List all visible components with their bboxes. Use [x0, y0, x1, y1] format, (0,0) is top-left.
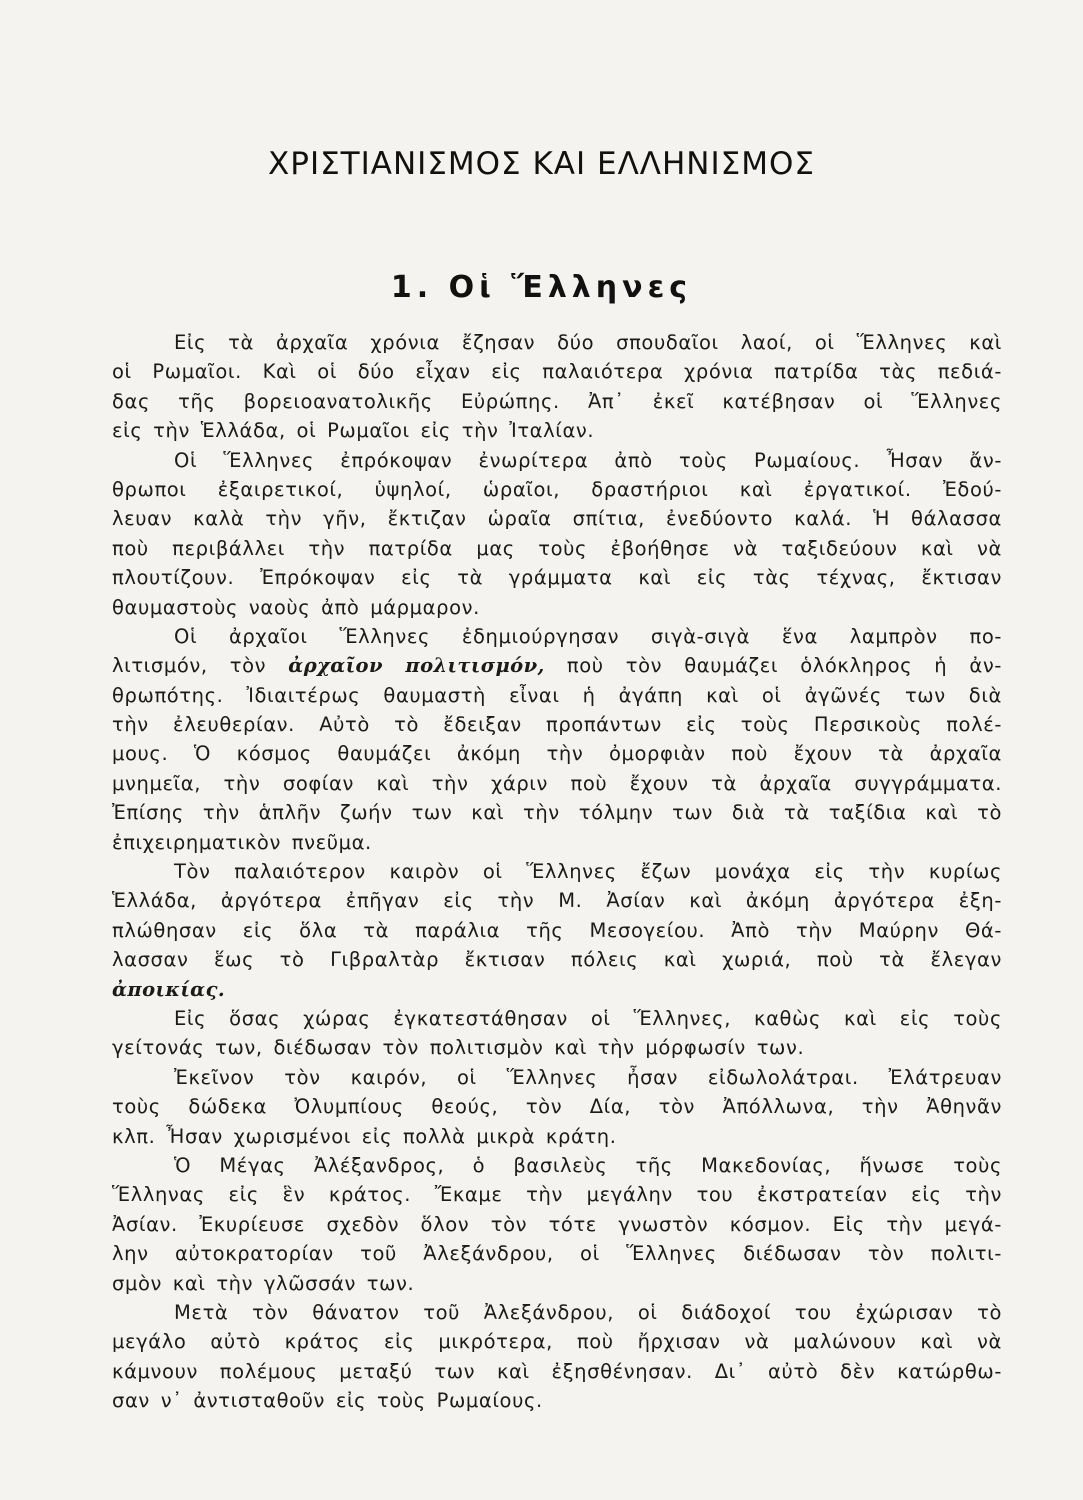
text-line: πλώθησαν εἰς ὅλα τὰ παράλια τῆς Μεσογείου. Ἀπὸ τὴν Μαύρην Θά-: [112, 918, 1002, 942]
text-line: ἐπιχειρηματικὸν πνεῦμα.: [112, 830, 372, 854]
text-line: κλπ. Ἦσαν χωρισμένοι εἰς πολλὰ μικρὰ κράτη.: [112, 1124, 617, 1148]
text-line: εἰς τὴν Ἑλλάδα, οἱ Ρωμαῖοι εἰς τὴν Ἰταλίαν.: [112, 419, 595, 443]
text-segment: λιτισμόν, τὸν: [112, 654, 267, 678]
emphasized-term: ἀρχαῖον πολιτισμόν,: [288, 654, 545, 678]
text-line: Ἕλληνας εἰς ἓν κράτος. Ἔκαμε τὴν μεγάλην του ἐκστρατείαν εἰς τὴν: [112, 1183, 1002, 1207]
text-line: Ἐπίσης τὴν ἁπλῆν ζωήν των καὶ τὴν τόλμην των διὰ τὰ ταξίδια καὶ τὸ: [112, 801, 1002, 825]
text-segment: ποὺ τὸν θαυμάζει ὁλόκληρος ἡ ἀν-: [566, 654, 1002, 678]
text-line: Οἱ Ἕλληνες ἐπρόκοψαν ἐνωρίτερα ἀπὸ τοὺς Ρωμαίους. Ἦσαν ἄν-: [174, 448, 1002, 472]
text-line: λευαν καλὰ τὴν γῆν, ἔκτιζαν ὡραῖα σπίτια, ἐνεδύοντο καλά. Ἡ θάλασσα: [112, 507, 1002, 531]
text-line: τὴν ἐλευθερίαν. Αὐτὸ τὸ ἔδειξαν προπάντων εἰς τοὺς Περσικοὺς πολέ-: [112, 713, 1002, 737]
text-line: λασσαν ἕως τὸ Γιβραλτὰρ ἔκτισαν πόλεις καὶ χωριά, ποὺ τὰ ἔλεγαν: [112, 948, 1002, 972]
text-line: μους. Ὁ κόσμος θαυμάζει ἀκόμη τὴν ὀμορφιὰν ποὺ ἔχουν τὰ ἀρχαῖα: [112, 742, 1002, 766]
emphasized-term: ἀποικίας.: [112, 977, 226, 1001]
text-line: θρωποι ἐξαιρετικοί, ὑψηλοί, ὡραῖοι, δραστήριοι καὶ ἐργατικοί. Ἐδού-: [112, 477, 1002, 501]
text-line: λην αὐτοκρατορίαν τοῦ Ἀλεξάνδρου, οἱ Ἕλληνες διέδωσαν τὸν πολιτι-: [112, 1242, 1002, 1266]
text-line: Μετὰ τὸν θάνατον τοῦ Ἀλεξάνδρου, οἱ διάδοχοί του ἐχώρισαν τὸ: [174, 1300, 1002, 1324]
text-line: σαν ν᾿ ἀντισταθοῦν εἰς τοὺς Ρωμαίους.: [112, 1389, 543, 1413]
text-line: Ἑλλάδα, ἀργότερα ἐπῆγαν εἰς τὴν Μ. Ἀσίαν καὶ ἀκόμη ἀργότερα ἐξη-: [112, 889, 1002, 913]
text-line: σμὸν καὶ τὴν γλῶσσάν των.: [112, 1271, 415, 1295]
text-line: γείτονάς των, διέδωσαν τὸν πολιτισμὸν καὶ τὴν μόρφωσίν των.: [112, 1036, 805, 1060]
text-line: [112, 651, 1002, 680]
text-line: ποὺ περιβάλλει τὴν πατρίδα μας τοὺς ἐβοήθησε νὰ ταξιδεύουν καὶ νὰ: [112, 536, 1002, 560]
text-line: κάμνουν πολέμους μεταξύ των καὶ ἐξησθένησαν. Δι᾿ αὐτὸ δὲν κατώρθω-: [112, 1359, 1002, 1383]
text-line: οἱ Ρωμαῖοι. Καὶ οἱ δύο εἶχαν εἰς παλαιότερα χρόνια πατρίδα τὰς πεδιά-: [112, 360, 1002, 384]
text-line: θαυμαστοὺς ναοὺς ἀπὸ μάρμαρον.: [112, 595, 480, 619]
text-line: δας τῆς βορειοανατολικῆς Εὐρώπης. Ἀπ᾿ ἐκεῖ κατέβησαν οἱ Ἕλληνες: [112, 389, 1002, 413]
text-line: τοὺς δώδεκα Ὀλυμπίους θεούς, τὸν Δία, τὸν Ἀπόλλωνα, τὴν Ἀθηνᾶν: [112, 1095, 1002, 1119]
text-line: [112, 975, 1002, 1004]
text-line: Ὁ Μέγας Ἀλέξανδρος, ὁ βασιλεὺς τῆς Μακεδονίας, ἥνωσε τοὺς: [174, 1153, 1002, 1177]
text-line: Εἰς ὅσας χώρας ἐγκατεστάθησαν οἱ Ἕλληνες, καθὼς καὶ εἰς τοὺς: [174, 1006, 1002, 1030]
text-line: πλουτίζουν. Ἐπρόκοψαν εἰς τὰ γράμματα καὶ εἰς τὰς τέχνας, ἔκτισαν: [112, 566, 1002, 590]
text-line: Ἀσίαν. Ἐκυρίευσε σχεδὸν ὅλον τὸν τότε γνωστὸν κόσμον. Εἰς τὴν μεγά-: [112, 1212, 1002, 1236]
text-line: Ἐκεῖνον τὸν καιρόν, οἱ Ἕλληνες ἦσαν εἰδωλολάτραι. Ἐλάτρευαν: [174, 1065, 1002, 1089]
text-line: Εἰς τὰ ἀρχαῖα χρόνια ἔζησαν δύο σπουδαῖοι λαοί, οἱ Ἕλληνες καὶ: [174, 331, 1002, 354]
text-line: μνημεῖα, τὴν σοφίαν καὶ τὴν χάριν ποὺ ἔχουν τὰ ἀρχαῖα συγγράμματα.: [112, 771, 1002, 795]
text-line: θρωπότης. Ἰδιαιτέρως θαυμαστὴ εἶναι ἡ ἀγάπη καὶ οἱ ἀγῶνές των διὰ: [112, 683, 1002, 707]
chapter-title: ΧΡΙΣΤΙΑΝΙΣΜΟΣ ΚΑΙ ΕΛΛΗΝΙΣΜΟΣ: [268, 146, 815, 182]
section-title: 1. Οἱ Ἕλληνες: [390, 270, 693, 305]
text-line: Τὸν παλαιότερον καιρὸν οἱ Ἕλληνες ἔζων μονάχα εἰς τὴν κυρίως: [174, 860, 1002, 884]
text-line: μεγάλο αὐτὸ κράτος εἰς μικρότερα, ποὺ ἤρχισαν νὰ μαλώνουν καὶ νὰ: [112, 1330, 1002, 1354]
body-text: [112, 328, 1002, 1415]
text-line: Οἱ ἀρχαῖοι Ἕλληνες ἐδημιούργησαν σιγὰ-σιγὰ ἕνα λαμπρὸν πο-: [174, 624, 1002, 648]
